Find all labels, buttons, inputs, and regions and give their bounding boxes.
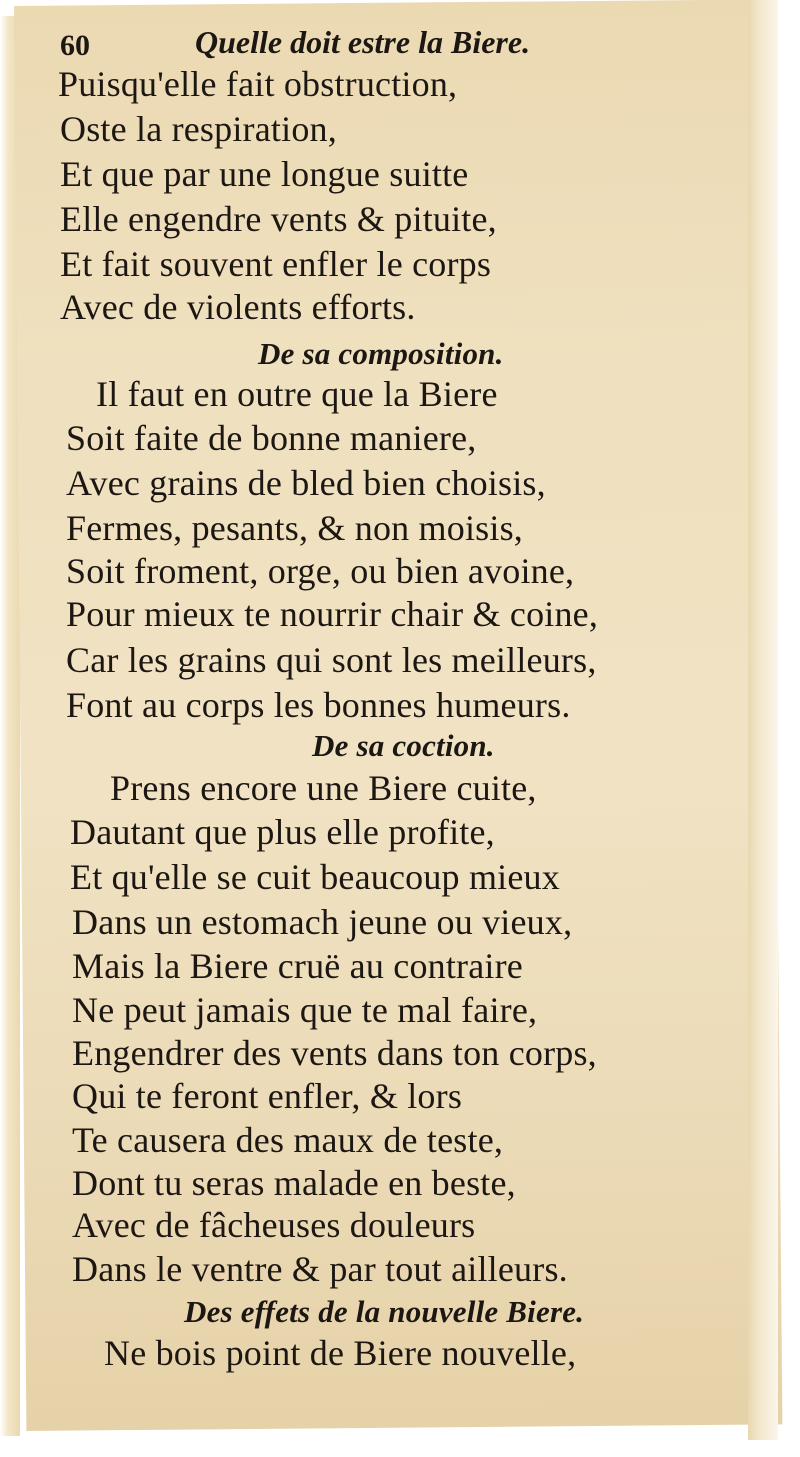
verse-line: Et que par une longue suitte: [60, 154, 469, 194]
verse-line: Fermes, pesants, & non moisis,: [66, 508, 523, 548]
verse-line: Qui te feront enfler, & lors: [72, 1076, 463, 1116]
verse-line: Font au corps les bonnes humeurs.: [66, 685, 571, 725]
verse-line: Soit faite de bonne maniere,: [66, 418, 477, 458]
section-heading: De sa coction.: [312, 728, 495, 763]
verse-line: Engendrer des vents dans ton corps,: [72, 1033, 597, 1073]
section-heading: De sa composition.: [258, 336, 504, 371]
page-number: 60: [60, 29, 90, 62]
verse-line: Pour mieux te nourrir chair & coine,: [66, 594, 599, 634]
verse-line: Puisqu'elle fait obstruction,: [58, 64, 458, 104]
running-title: Quelle doit estre la Biere.: [195, 24, 531, 60]
verse-line: Et fait souvent enfler le corps: [60, 244, 492, 284]
verse-line: Ne peut jamais que te mal faire,: [72, 990, 538, 1030]
verse-line: Elle engendre vents & pituite,: [60, 199, 497, 239]
verse-line: Mais la Biere cruë au contraire: [72, 946, 523, 986]
verse-line: Ne bois point de Biere nouvelle,: [104, 1333, 577, 1373]
verse-line: Prens encore une Biere cuite,: [110, 768, 537, 808]
verse-line: Car les grains qui sont les meilleurs,: [66, 640, 597, 680]
verse-line: Dautant que plus elle profite,: [70, 812, 495, 852]
verse-line: Soit froment, orge, ou bien avoine,: [66, 551, 575, 591]
verse-line: Dans le ventre & par tout ailleurs.: [72, 1249, 568, 1289]
verse-line: Et qu'elle se cuit beaucoup mieux: [70, 857, 560, 897]
verse-line: Avec de fâcheuses douleurs: [72, 1205, 476, 1245]
verse-line: Oste la respiration,: [60, 109, 337, 149]
verse-line: Te causera des maux de teste,: [72, 1120, 504, 1160]
verse-line: Avec grains de bled bien choisis,: [66, 463, 546, 503]
verse-line: Avec de violents efforts.: [60, 287, 416, 327]
verse-line: Dans un estomach jeune ou vieux,: [72, 902, 573, 942]
verse-line: Dont tu seras malade en beste,: [72, 1163, 516, 1203]
verse-line: Il faut en outre que la Biere: [96, 374, 498, 414]
section-heading: Des effets de la nouvelle Biere.: [184, 1294, 585, 1329]
